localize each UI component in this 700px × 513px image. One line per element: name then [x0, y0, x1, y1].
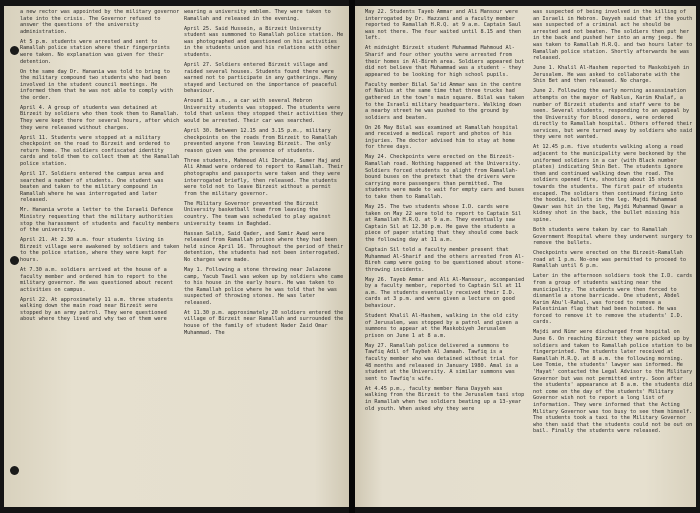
right-page-column-2	[533, 9, 693, 507]
paragraph: April 21. At 2.30 a.m. four students living in Birzeit village were awakened by soldiers and taken to the police station, where they were kept for hours.	[20, 237, 180, 263]
paragraph: Faculty member Bilal Sa'id Ammar was in the centre of Nablus at the same time that three trucks had gathered in the town's main square. Bilal was taken to the Israeli military headquarters. Walking down a nearby street he was pushed to the ground by soldiers and beaten.	[365, 81, 525, 121]
right-page-column-1	[365, 9, 525, 507]
paragraph: May 22. Students Tayeb Ammar and Ali Mansour were interrogated by Dr. Hazzani and a faculty member reported to Ramallah H.R.Q. at 9 a.m. Captain Saul was not there. The four waited until 8.15 and then left.	[365, 9, 522, 42]
paragraph: June 1. Khalil Al-Hashem reported to Maskobiyeh in Jerusalem. He was asked to collaborate with the Shin Bet and then released. No charge.	[533, 65, 690, 85]
paragraph: May 26. Tayeb Ammar and Ali Al-Mansour, accompanied by a faculty member, reported to Captain Sil at 11 a.m. The students eventually received their I.D. cards at 3 p.m. and were given a lecture on good behaviour.	[365, 276, 525, 310]
paragraph: Checkpoints were erected on the Birzeit-Ramallah road at 1 p.m. No-one was permitted to proceed to Ramallah until 6 p.m.	[533, 250, 687, 270]
paragraph: April 17. Soldiers entered the campus area and searched a number of students. One student was beaten and taken to the military compound in Ramallah where he was interrogated and later released.	[20, 171, 164, 204]
paragraph: On the same day Dr. Hanania was told to bring to the military compound two students who had been involved in the student council meetings. He informed them that he was not able to comply with the order.	[20, 68, 174, 101]
paragraph: At 7.30 a.m. soldiers arrived at the house of a faculty member and ordered him to report to the military governor. He was questioned about recent activities on campus.	[20, 266, 174, 293]
paragraph: At 12.45 p.m. five students walking along a road adjacent to the municipality were beckoned by the uniformed soldiers in a car (with Black number plates) indicating Shin Bet. The students ignore them and continued walking down the road. The soldiers opened fire, shooting about 15 shots towards the students. The first pair of students escaped. The soldiers then continued firing into the hoodie, bullets in the leg. Majdi Muhammad Qawar was hit in the leg, Majdi Muhammad Qawar a kidney shot in the back, the bullet missing his spine.	[533, 144, 687, 223]
paragraph: May 25. The two students whose I.D. cards were taken on May 22 were told to report to Captain Sil at Ramallah H.R.Q. at 9 a.m. They eventually saw Captain Sil at 12.30 p.m. He gave the students a piece of paper stating that they should come back the following day at 11 a.m.	[365, 203, 522, 243]
paragraph: April 4. A group of students was detained at Birzeit by soldiers who then took them to Ramallah. They were kept there for several hours, after which they were released without charges.	[20, 104, 180, 131]
paragraph: April 27. Soldiers entered Birzeit village and raided several houses. Students found there were warned not to participate in any gatherings. Many stayed and lectured on the importance of peaceful behaviour.	[184, 61, 338, 95]
right-page	[355, 6, 696, 507]
paragraph: April 22. At approximately 11 a.m. three students walking down the main road near Birzeit were stopped by an army patrol. They were questioned about where they lived and why two of them were	[20, 296, 174, 323]
paragraph: May 1. Following a stone throwing near Jalazone camp, Yacub Tawil was woken up by soldiers who came to his house in the early hours. He was taken to the Ramallah police where he was told that he was suspected of throwing stones. He was later released.	[184, 266, 344, 306]
paragraph: a new rector was appointed by the military governor late into the crisis. The Governor refused to answer the questions of the university administration.	[20, 9, 180, 35]
paragraph: Hassan Salih, Said Qader, and Samir Awad were released from Ramallah prison where they had been held since April 16. Throughout the period of their detention, the students had not been interrogated. No charges were made.	[184, 230, 344, 263]
paragraph: Three students, Mahmoud Ali Ibrahim, Sumer Haj and Ali Ahmad were ordered to report to Ramallah. Their photographs and passports were taken and they were interrogated briefly, then released. The students were told not to leave Birzeit without a permit from the military governor.	[184, 157, 344, 197]
paragraph: April 30. Between 12.15 and 3.15 p.m., military checkpoints on the roads from Birzeit to Ramallah prevented anyone from leaving Birzeit. The only reason given was the presence of students.	[184, 128, 338, 154]
paragraph: At 5 p.m. students were arrested and sent to Ramallah police station where their fingerprints were taken. No explanation was given for their detention.	[20, 38, 170, 65]
paragraph: May 24. Checkpoints were erected on the Birzeit-Ramallah road. Nothing happened at the University. Soldiers forced students to alight from Ramallah-bound buses on the pretext that the drivers were carrying more passengers than permitted. The students were made to wait for empty cars and buses to take them to Ramallah.	[365, 154, 525, 200]
paragraph: May 27. Ramallah police delivered a summons to Tawfiq Adil of Taybeh Al Jamaah. Tawfiq is a faculty member who was detained without trial for 48 months and released in January 1980. Amal is a student at the University. A similar summons was sent to Tawfiq's wife.	[365, 342, 519, 382]
paragraph: April 25. Said Hussein, a Birzeit University student was summoned to Ramallah police station. He was photographed and questioned on his activities in the students union and his relations with other students.	[184, 25, 344, 58]
paragraph: Both students were taken by car to Ramallah Government Hospital where they underwent surgery to remove the bullets.	[533, 226, 693, 247]
paragraph: Captain Sil told a faculty member present that Muhammad Al-Sharif and the others arrested from Al-Bireh camp were going to be questioned about stone-throwing incidents.	[365, 246, 525, 273]
paragraph: was suspected of being involved in the killing of an Israeli in Hebron. Dayyeh said that if the youth was suspected of a criminal act he should be arrested and not beaten. The soldiers then put her in the back and pushed her into an army jeep. He was taken to Ramallah H.R.Q. and two hours later to Ramallah police station. Shortly afterwards he was released.	[533, 9, 693, 62]
binder-hole	[10, 466, 19, 475]
paragraph: June 2. Following the early morning assassination attempts on the mayor of Nablus, Karim Khalaf, a number of Birzeit students and staff were to be seen. Several students, responding to an appeal by the University for blood donors, were ordered directly to Ramallah hospital. Others offered their services, but were turned away by soldiers who said they were not wanted.	[533, 88, 693, 141]
paragraph: The Military Governor prevented the Birzeit University basketball team from leaving the country. The team was scheduled to play against university teams in Baghdad.	[184, 200, 331, 227]
paragraph: At midnight Birzeit student Muhammad Mahmoud Al-Sharif and four other youths were arrested from their homes in Al-Bireh area. Soldiers appeared but did not believe that Muhammad was a student - they appeared to be looking for high school pupils.	[365, 45, 525, 78]
left-page-column-2	[184, 9, 344, 507]
paragraph: wearing a university emblem. They were taken to Ramallah and released in the evening.	[184, 9, 331, 22]
binder-hole	[10, 256, 19, 265]
left-page-column-1	[20, 9, 180, 507]
paragraph: On 26 May Bilal was examined at Ramallah hospital and received a medical report and photos of his injuries. The doctor advised him to stay at home for three days.	[365, 124, 519, 151]
paragraph: At 4.45 p.m., faculty member Hana Dayyeh was walking from the Birzeit to the Jerusalem taxi stop in Ramallah when two soldiers beating up a 13-year old youth. When asked why they were	[365, 385, 525, 412]
paragraph: Mr. Hanania wrote a letter to the Israeli Defence Ministry requesting that the military authorities stop the harassment of students and faculty members of the university.	[20, 207, 180, 234]
paragraph: Majdi and Nimr were discharged from hospital on June 6. On reaching Birzeit they were picked up by soldiers and taken to Ramallah police station to be fingerprinted. The students later received at Ramallah H.R.Q. at 8 a.m. the following morning. Lee Tomie, the students' lawyer was informed. He 'Hayat' contacted the Legal Advisor to the Military Governor but was not permitted entry. Soon after the students' appearance at 8 a.m. the students did not come on the day of the students' Military Governor wish not to report a long list of information. They were informed that the Acting Military Governor was too busy to see them himself. The students took a taxi to the Military Governor who then said that the students could not be out on bail. Finally the students were released.	[533, 329, 693, 435]
paragraph: Student Khalil Al-Hashem, walking in the old city of Jerusalem, was stopped by a patrol and given a summons to appear at the Maskobiyeh Jerusalem prison on June 1 at 8 a.m.	[365, 313, 519, 339]
paragraph: Around 11 a.m., a car with several Hebron University students was stopped. The students were told that unless they stopped their activities they would be arrested. Their car was searched.	[184, 98, 344, 125]
binder-hole	[10, 46, 19, 55]
left-page	[4, 6, 349, 507]
paragraph: At 11.30 p.m. approximately 20 soldiers entered the village of Birzeit near Ramallah and surrounded the house of the family of student Nader Zaid Omar Muhammad. The	[184, 309, 344, 336]
paragraph: April 11. Students were stopped at a military checkpoint on the road to Birzeit and ordered to return home. The soldiers confiscated identity cards and told them to collect them at the Ramallah police station.	[20, 134, 180, 168]
paragraph: Later in the afternoon soldiers took the I.D. cards from a group of students waiting near the municipality. The students were then forced to dismantle a stone barricade. One student, Abdel Karim Abu'l-Rahal, was forced to remove a Palestinian flag that had been hoisted. He was forced to remove it to remove the students' I.D. cards.	[533, 273, 693, 326]
